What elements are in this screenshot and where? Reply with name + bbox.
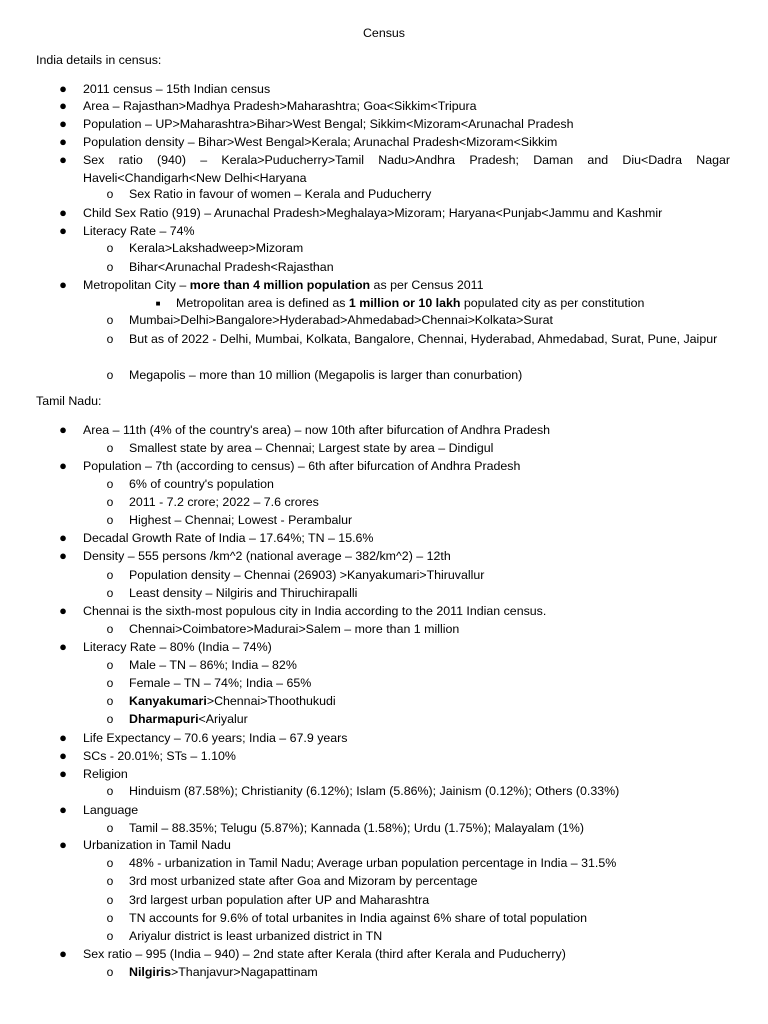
bullet-icon: o xyxy=(106,368,114,382)
bullet-icon: o xyxy=(106,965,114,979)
bullet-icon: o xyxy=(106,784,114,798)
bold-text-run: more than 4 million population xyxy=(189,278,371,292)
list-item-text: Literacy Rate – 80% (India – 74%) xyxy=(83,640,272,654)
bullet-icon: o xyxy=(106,477,114,491)
list-item-text: Decadal Growth Rate of India – 17.64%; TN – 15.6% xyxy=(83,531,374,545)
list-item-text: Male – TN – 86%; India – 82% xyxy=(129,658,297,672)
bullet-icon: ● xyxy=(59,748,67,763)
section-heading: India details in census: xyxy=(36,53,162,67)
text-run: >Chennai>Thoothukudi xyxy=(206,694,336,708)
bullet-icon: ● xyxy=(59,152,67,167)
list-item-text: Area – 11th (4% of the country's area) – now 10th after bifurcation of Andhra Pradesh xyxy=(83,423,551,437)
list-item-text xyxy=(129,710,730,728)
bullet-icon: ● xyxy=(59,98,67,113)
list-item-text: Language xyxy=(83,803,139,817)
list-item-text: Urbanization in Tamil Nadu xyxy=(83,838,231,852)
list-item-text: Chennai is the sixth-most populous city in India according to the 2011 Indian census. xyxy=(83,604,547,618)
list-item-text: Hinduism (87.58%); Christianity (6.12%); Islam (5.86%); Jainism (0.12%); Others (0.33%) xyxy=(129,784,620,798)
list-item-text: But as of 2022 - Delhi, Mumbai, Kolkata, Bangalore, Chennai, Hyderabad, Ahmedabad, Surat, Pune, Jaipur xyxy=(129,332,718,346)
bold-text-run: 1 million or 10 lakh xyxy=(348,296,461,310)
bullet-icon: o xyxy=(106,911,114,925)
bullet-icon: o xyxy=(106,241,114,255)
list-item-text: Population density – Bihar>West Bengal>Kerala; Arunachal Pradesh<Mizoram<Sikkim xyxy=(83,135,558,149)
text-run: Metropolitan City – xyxy=(83,278,190,292)
bullet-icon: o xyxy=(106,694,114,708)
list-item-text xyxy=(176,294,730,312)
bullet-icon: ● xyxy=(59,766,67,781)
bullet-icon: o xyxy=(106,622,114,636)
bold-text-run: Kanyakumari xyxy=(129,694,207,708)
bullet-icon: o xyxy=(106,676,114,690)
list-item-text xyxy=(83,276,730,294)
bullet-icon: ● xyxy=(59,603,67,618)
bullet-icon: o xyxy=(106,187,114,201)
list-item-text: Smallest state by area – Chennai; Largest state by area – Dindigul xyxy=(129,441,494,455)
bullet-icon: ● xyxy=(59,134,67,149)
list-item-text: Sex Ratio in favour of women – Kerala and Puducherry xyxy=(129,187,432,201)
list-item-text: Religion xyxy=(83,767,128,781)
list-item-text: Female – TN – 74%; India – 65% xyxy=(129,676,312,690)
bullet-icon: o xyxy=(106,513,114,527)
bullet-icon: o xyxy=(106,568,114,582)
list-item-text: Highest – Chennai; Lowest - Perambalur xyxy=(129,513,353,527)
bullet-icon: o xyxy=(106,929,114,943)
text-run: populated city as per constitution xyxy=(460,296,645,310)
list-item-text: Least density – Nilgiris and Thiruchirapalli xyxy=(129,586,358,600)
list-item-text: Area – Rajasthan>Madhya Pradesh>Maharashtra; Goa<Sikkim<Tripura xyxy=(83,99,477,113)
bullet-icon: o xyxy=(106,260,114,274)
list-item-text: Sex ratio – 995 (India – 940) – 2nd state after Kerala (third after Kerala and Puducherry) xyxy=(83,947,566,961)
bullet-icon: o xyxy=(106,712,114,726)
bullet-icon: ■ xyxy=(155,299,161,308)
list-item-text: 6% of country's population xyxy=(129,477,274,491)
bold-text-run: Nilgiris xyxy=(129,965,171,979)
bullet-icon: o xyxy=(106,856,114,870)
bullet-icon: ● xyxy=(59,837,67,852)
list-item-text: SCs - 20.01%; STs – 1.10% xyxy=(83,749,236,763)
bullet-icon: ● xyxy=(59,946,67,961)
bullet-icon: o xyxy=(106,893,114,907)
bullet-icon: ● xyxy=(59,81,67,96)
bullet-icon: ● xyxy=(59,458,67,473)
bullet-icon: o xyxy=(106,332,114,346)
list-item-text: Population – 7th (according to census) – 6th after bifurcation of Andhra Pradesh xyxy=(83,459,521,473)
bullet-icon: o xyxy=(106,441,114,455)
list-item-text xyxy=(129,963,730,981)
bullet-icon: o xyxy=(106,821,114,835)
list-item-text: 2011 - 7.2 crore; 2022 – 7.6 crores xyxy=(129,495,319,509)
bullet-icon: ● xyxy=(59,530,67,545)
list-item-text: Tamil – 88.35%; Telugu (5.87%); Kannada (1.58%); Urdu (1.75%); Malayalam (1%) xyxy=(129,821,585,835)
text-run: Metropolitan area is defined as xyxy=(176,296,349,310)
bullet-icon: ● xyxy=(59,422,67,437)
bullet-icon: o xyxy=(106,586,114,600)
bullet-icon: ● xyxy=(59,639,67,654)
list-item-text: Mumbai>Delhi>Bangalore>Hyderabad>Ahmedabad>Chennai>Kolkata>Surat xyxy=(129,313,553,327)
list-item-text: Population – UP>Maharashtra>Bihar>West Bengal; Sikkim<Mizoram<Arunachal Pradesh xyxy=(83,117,574,131)
bullet-icon: o xyxy=(106,658,114,672)
bullet-icon: o xyxy=(106,495,114,509)
list-item-text: Bihar<Arunachal Pradesh<Rajasthan xyxy=(129,260,334,274)
page-title: Census xyxy=(362,26,405,40)
bullet-icon: ● xyxy=(59,205,67,220)
list-item-text: Child Sex Ratio (919) – Arunachal Pradesh>Meghalaya>Mizoram; Haryana<Punjab<Jammu and Kashmir xyxy=(83,206,663,220)
bold-text-run: Dharmapuri xyxy=(129,712,199,726)
bullet-icon: ● xyxy=(59,116,67,131)
bullet-icon: ● xyxy=(59,277,67,292)
bullet-icon: ● xyxy=(59,223,67,238)
list-item-text: Life Expectancy – 70.6 years; India – 67.9 years xyxy=(83,731,348,745)
list-item-text: Population density – Chennai (26903) >Kanyakumari>Thiruvallur xyxy=(129,568,485,582)
section-heading: Tamil Nadu: xyxy=(36,394,102,408)
list-item-text: 3rd largest urban population after UP and Maharashtra xyxy=(129,893,430,907)
bullet-icon: ● xyxy=(59,802,67,817)
list-item-text: 2011 census – 15th Indian census xyxy=(83,82,271,96)
text-run: >Thanjavur>Nagapattinam xyxy=(171,965,318,979)
list-item-text: Density – 555 persons /km^2 (national average – 382/km^2) – 12th xyxy=(83,549,451,563)
list-item-text: Chennai>Coimbatore>Madurai>Salem – more than 1 million xyxy=(129,622,460,636)
list-item-text: Literacy Rate – 74% xyxy=(83,224,195,238)
list-item-text xyxy=(129,692,730,710)
list-item-text: 48% - urbanization in Tamil Nadu; Average urban population percentage in India – 31.5% xyxy=(129,856,617,870)
bullet-icon: ● xyxy=(59,730,67,745)
list-item-text: Kerala>Lakshadweep>Mizoram xyxy=(129,241,304,255)
list-item-text: Megapolis – more than 10 million (Megapolis is larger than conurbation) xyxy=(129,368,523,382)
text-run: as per Census 2011 xyxy=(370,278,484,292)
bullet-icon: o xyxy=(106,313,114,327)
list-item-text: Ariyalur district is least urbanized district in TN xyxy=(129,929,383,943)
list-item-text: Sex ratio (940) – Kerala>Puducherry>Tamil Nadu>Andhra Pradesh; Daman and Diu<Dadra Nagar Haveli<Chandigarh<New Delhi<Haryana xyxy=(83,153,730,185)
bullet-icon: o xyxy=(106,874,114,888)
text-run: <Ariyalur xyxy=(198,712,248,726)
list-item-text: TN accounts for 9.6% of total urbanites in India against 6% share of total population xyxy=(129,911,588,925)
bullet-icon: ● xyxy=(59,548,67,563)
list-item-text: 3rd most urbanized state after Goa and Mizoram by percentage xyxy=(129,874,478,888)
